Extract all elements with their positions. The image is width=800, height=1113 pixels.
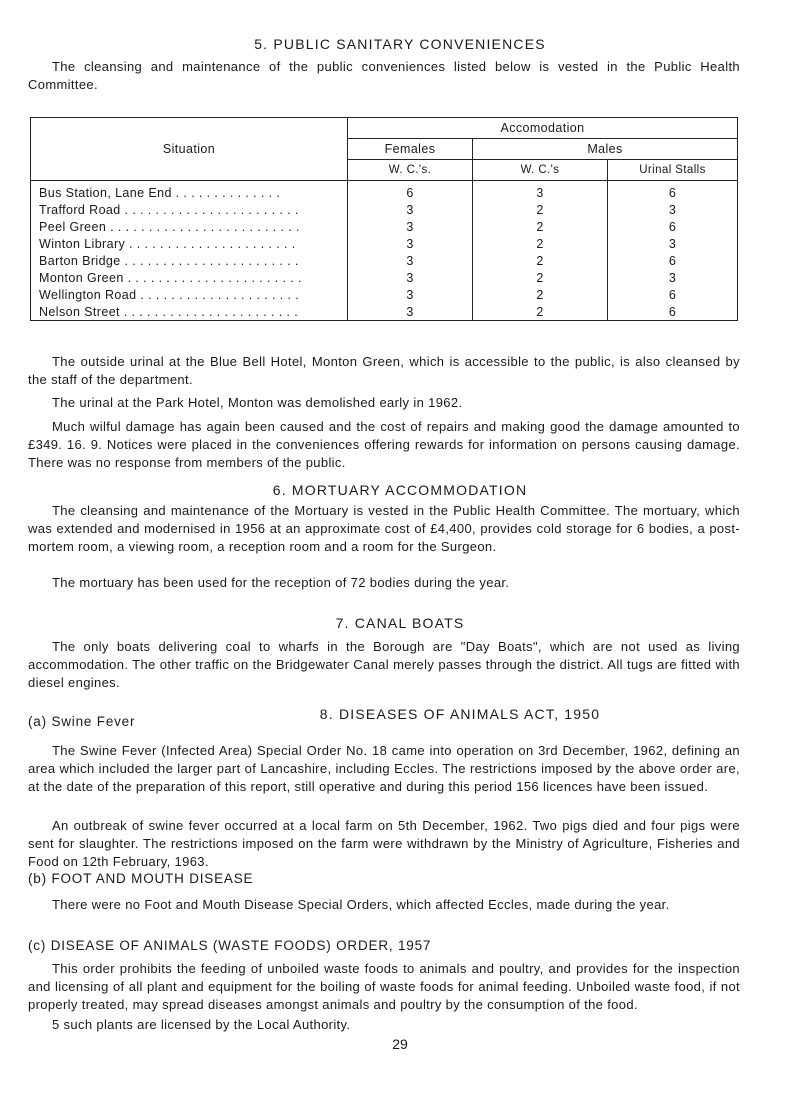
row-females-wc: 3 bbox=[348, 201, 473, 218]
table-row bbox=[31, 181, 738, 202]
section-8a-paragraph-1: The Swine Fever (Infected Area) Special Order No. 18 came into operation on 3rd December, 1962, defining an area which included the larger part of Lancashire, including Eccles. The restrictions imposed by the above order are, at the date of the preparation of this report, still operative and during this period 156 licences have been issued. bbox=[28, 743, 740, 794]
section-6-paragraph-2: The mortuary has been used for the reception of 72 bodies during the year. bbox=[52, 575, 510, 590]
table-row bbox=[31, 286, 738, 303]
section-5-paragraph-1: The outside urinal at the Blue Bell Hotel, Monton Green, which is accessible to the public, is also cleansed by the staff of the department. bbox=[28, 354, 740, 387]
table-row bbox=[31, 218, 738, 235]
col-situation-header: Situation bbox=[31, 118, 348, 181]
col-males-header: Males bbox=[473, 139, 738, 160]
row-males-wc: 2 bbox=[473, 235, 608, 252]
section-8a-paragraph-2: An outbreak of swine fever occurred at a local farm on 5th December, 1962. Two pigs died and four pigs were sent for slaughter. The restrictions imposed on the farm were withdrawn by the Ministry of Agriculture, Fisheries and Food on 12th February, 1963. bbox=[28, 818, 740, 869]
section-6-heading: 6. MORTUARY ACCOMMODATION bbox=[272, 482, 528, 498]
section-5-intro: The cleansing and maintenance of the public conveniences listed below is vested in the Public Health Committee. bbox=[28, 59, 740, 92]
subsection-a-label: (a) Swine Fever bbox=[28, 714, 136, 729]
row-females-wc: 6 bbox=[348, 181, 473, 202]
section-8b-paragraph-1: There were no Foot and Mouth Disease Special Orders, which affected Eccles, made during the year. bbox=[52, 897, 670, 912]
section-5-heading: 5. PUBLIC SANITARY CONVENIENCES bbox=[254, 36, 546, 52]
row-situation: Barton Bridge . . . . . . . . . . . . . . . . . . . . . . . bbox=[31, 252, 348, 269]
row-females-wc: 3 bbox=[348, 235, 473, 252]
table-row bbox=[31, 235, 738, 252]
row-urinal-stalls: 3 bbox=[608, 201, 738, 218]
table-row bbox=[31, 201, 738, 218]
section-5-paragraph-3: Much wilful damage has again been caused and the cost of repairs and making good the damage amounted to £349. 16. 9. Notices were placed in the conveniences offering rewards for information on persons causing damage. There was no response from members of the public. bbox=[28, 419, 740, 470]
row-females-wc: 3 bbox=[348, 218, 473, 235]
row-situation: Wellington Road . . . . . . . . . . . . . . . . . . . . . bbox=[31, 286, 348, 303]
row-males-wc: 3 bbox=[473, 181, 608, 202]
row-situation: Trafford Road . . . . . . . . . . . . . . . . . . . . . . . bbox=[31, 201, 348, 218]
row-males-wc: 2 bbox=[473, 201, 608, 218]
row-females-wc: 3 bbox=[348, 269, 473, 286]
section-8c-paragraph-1: This order prohibits the feeding of unboiled waste foods to animals and poultry, and provides for the inspection and licensing of all plant and equipment for the boiling of waste foods for animal feeding. Unboiled waste food, if not properly treated, may spread diseases amongst animals and poultry by the consumption of the food. bbox=[28, 961, 740, 1012]
row-males-wc: 2 bbox=[473, 286, 608, 303]
col-males-wc-header: W. C.'s bbox=[473, 160, 608, 181]
page-number: 29 bbox=[392, 1036, 408, 1052]
col-urinal-header: Urinal Stalls bbox=[608, 160, 738, 181]
col-females-wc-header: W. C.'s. bbox=[348, 160, 473, 181]
table-row bbox=[31, 269, 738, 286]
row-situation: Peel Green . . . . . . . . . . . . . . . . . . . . . . . . . bbox=[31, 218, 348, 235]
table-row bbox=[31, 252, 738, 269]
row-urinal-stalls: 3 bbox=[608, 235, 738, 252]
row-males-wc: 2 bbox=[473, 252, 608, 269]
subsection-c-label: (c) DISEASE OF ANIMALS (WASTE FOODS) ORDER, 1957 bbox=[28, 938, 432, 953]
row-urinal-stalls: 6 bbox=[608, 218, 738, 235]
section-8-heading: 8. DISEASES OF ANIMALS ACT, 1950 bbox=[319, 706, 601, 722]
row-urinal-stalls: 6 bbox=[608, 286, 738, 303]
row-males-wc: 2 bbox=[473, 218, 608, 235]
section-5-paragraph-2: The urinal at the Park Hotel, Monton was demolished early in 1962. bbox=[52, 395, 463, 410]
section-8c-paragraph-2: 5 such plants are licensed by the Local Authority. bbox=[52, 1017, 351, 1032]
row-females-wc: 3 bbox=[348, 286, 473, 303]
row-urinal-stalls: 6 bbox=[608, 181, 738, 202]
section-7-paragraph-1: The only boats delivering coal to wharfs in the Borough are "Day Boats", which are not used as living accommodation. The other traffic on the Bridgewater Canal merely passes through the district. All tugs are fitted with diesel engines. bbox=[28, 639, 740, 690]
row-males-wc: 2 bbox=[473, 303, 608, 321]
row-situation: Winton Library . . . . . . . . . . . . . . . . . . . . . . bbox=[31, 235, 348, 252]
row-females-wc: 3 bbox=[348, 252, 473, 269]
row-situation: Bus Station, Lane End . . . . . . . . . . . . . . bbox=[31, 181, 348, 202]
conveniences-table bbox=[30, 117, 738, 321]
section-6-paragraph-1: The cleansing and maintenance of the Mortuary is vested in the Public Health Committee. The mortuary, which was extended and modernised in 1956 at an approximate cost of £4,400, provides cold storage for 6 bodies, a post-mortem room, a viewing room, a reception room and a room for the Surgeon. bbox=[28, 503, 740, 554]
row-situation: Nelson Street . . . . . . . . . . . . . . . . . . . . . . . bbox=[31, 303, 348, 321]
table-row bbox=[31, 303, 738, 321]
row-males-wc: 2 bbox=[473, 269, 608, 286]
row-urinal-stalls: 3 bbox=[608, 269, 738, 286]
row-urinal-stalls: 6 bbox=[608, 252, 738, 269]
row-females-wc: 3 bbox=[348, 303, 473, 321]
subsection-b-label: (b) FOOT AND MOUTH DISEASE bbox=[28, 871, 254, 886]
col-females-header: Females bbox=[348, 139, 473, 160]
section-7-heading: 7. CANAL BOATS bbox=[335, 615, 465, 631]
col-accommodation-header: Accomodation bbox=[348, 118, 738, 139]
row-situation: Monton Green . . . . . . . . . . . . . . . . . . . . . . . bbox=[31, 269, 348, 286]
row-urinal-stalls: 6 bbox=[608, 303, 738, 321]
